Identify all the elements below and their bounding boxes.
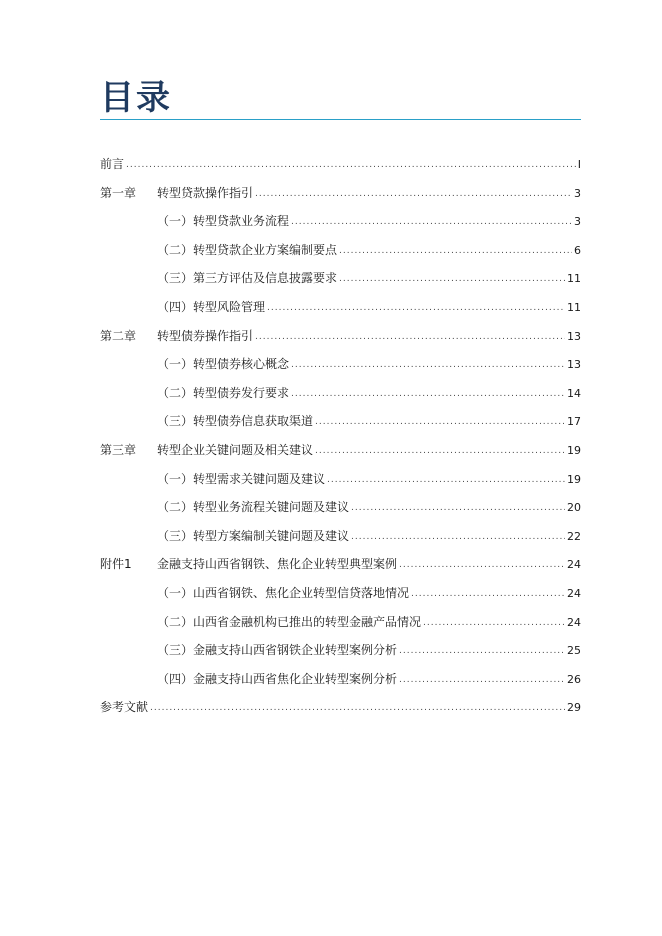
- toc-page-number: 13: [567, 358, 581, 372]
- toc-chapter-number: 第二章: [100, 328, 137, 343]
- toc-entry[interactable]: [100, 293, 581, 322]
- toc-page-number: 11: [567, 272, 581, 286]
- toc-entry[interactable]: [100, 550, 581, 579]
- toc-entry-title: 参考文献: [100, 700, 149, 715]
- page-title: 目录: [100, 78, 172, 118]
- toc-entry[interactable]: [100, 407, 581, 436]
- toc-dot-leader: [126, 151, 576, 180]
- toc-entry-title: （四）金融支持山西省焦化企业转型案例分析: [157, 671, 398, 686]
- toc-page-number: 29: [567, 701, 581, 715]
- toc-dot-leader: [399, 551, 565, 580]
- toc-entry-title: 转型企业关键问题及相关建议: [157, 442, 314, 457]
- toc-page-number: 22: [567, 529, 581, 543]
- toc-page-number: 11: [567, 300, 581, 314]
- toc-entry[interactable]: [100, 350, 581, 379]
- toc-entry[interactable]: [100, 150, 581, 179]
- toc-page-number: 17: [567, 415, 581, 429]
- toc-entry[interactable]: [100, 236, 581, 265]
- toc-entry[interactable]: [100, 264, 581, 293]
- toc-entry-title: （三）金融支持山西省钢铁企业转型案例分析: [157, 643, 398, 658]
- toc-dot-leader: [411, 580, 565, 609]
- toc-page-number: 3: [574, 215, 581, 229]
- toc-entry-title: （三）转型债券信息获取渠道: [157, 414, 314, 429]
- toc-entry[interactable]: [100, 322, 581, 351]
- toc-entry[interactable]: [100, 636, 581, 665]
- toc-dot-leader: [315, 408, 565, 437]
- toc-page-number: 24: [567, 615, 581, 629]
- toc-dot-leader: [255, 323, 565, 352]
- toc-entry-title: （一）转型需求关键问题及建议: [157, 471, 326, 486]
- toc-entry[interactable]: [100, 465, 581, 494]
- toc-entry-title: （三）第三方评估及信息披露要求: [157, 271, 338, 286]
- toc-page-number: 25: [567, 644, 581, 658]
- toc-page-number: 26: [567, 672, 581, 686]
- toc-dot-leader: [399, 637, 565, 666]
- toc-page-number: 24: [567, 558, 581, 572]
- toc-chapter-number: 第三章: [100, 442, 137, 457]
- title-underline: [100, 119, 581, 120]
- toc-entry[interactable]: [100, 379, 581, 408]
- toc-dot-leader: [351, 523, 565, 552]
- toc-dot-leader: [423, 609, 565, 638]
- toc-entry[interactable]: [100, 522, 581, 551]
- toc-page-number: 3: [574, 186, 581, 200]
- toc-entry-title: （二）山西省金融机构已推出的转型金融产品情况: [157, 614, 422, 629]
- toc-entry[interactable]: [100, 179, 581, 208]
- toc-dot-leader: [315, 437, 565, 466]
- toc-dot-leader: [291, 351, 565, 380]
- toc-page-number: I: [577, 158, 581, 171]
- toc-page-number: 13: [567, 329, 581, 343]
- toc-entry[interactable]: [100, 579, 581, 608]
- toc-entry-title: （一）山西省钢铁、焦化企业转型信贷落地情况: [157, 585, 410, 600]
- toc-dot-leader: [339, 237, 572, 266]
- toc-dot-leader: [351, 494, 565, 523]
- toc-dot-leader: [399, 666, 565, 695]
- toc-dot-leader: [291, 380, 565, 409]
- toc-entry-title: （一）转型贷款业务流程: [157, 214, 290, 229]
- toc-entry[interactable]: [100, 493, 581, 522]
- toc-dot-leader: [255, 180, 572, 209]
- toc-dot-leader: [150, 694, 565, 723]
- toc-page-number: 24: [567, 586, 581, 600]
- toc-entry-title: 前言: [100, 157, 125, 171]
- toc-dot-leader: [339, 265, 565, 294]
- toc-entry[interactable]: [100, 608, 581, 637]
- toc-chapter-number: 第一章: [100, 185, 137, 200]
- toc-entry-title: （一）转型债券核心概念: [157, 357, 290, 372]
- table-of-contents: [100, 150, 581, 722]
- toc-page-number: 19: [567, 472, 581, 486]
- toc-entry-title: （二）转型贷款企业方案编制要点: [157, 242, 338, 257]
- toc-dot-leader: [291, 208, 572, 237]
- toc-entry[interactable]: [100, 207, 581, 236]
- toc-chapter-number: 附件1: [100, 557, 132, 572]
- toc-entry[interactable]: [100, 665, 581, 694]
- toc-entry-title: 金融支持山西省钢铁、焦化企业转型典型案例: [157, 557, 398, 572]
- toc-entry-title: 转型贷款操作指引: [157, 185, 254, 200]
- toc-page-number: 20: [567, 501, 581, 515]
- toc-entry-title: （四）转型风险管理: [157, 299, 266, 314]
- toc-entry-title: （二）转型债券发行要求: [157, 385, 290, 400]
- toc-page-number: 14: [567, 386, 581, 400]
- toc-entry[interactable]: [100, 693, 581, 722]
- toc-page-number: 6: [574, 243, 581, 257]
- toc-entry-title: 转型债券操作指引: [157, 328, 254, 343]
- toc-dot-leader: [267, 294, 565, 323]
- toc-entry-title: （三）转型方案编制关键问题及建议: [157, 528, 350, 543]
- toc-dot-leader: [327, 466, 565, 495]
- toc-entry[interactable]: [100, 436, 581, 465]
- toc-entry-title: （二）转型业务流程关键问题及建议: [157, 500, 350, 515]
- toc-page-number: 19: [567, 443, 581, 457]
